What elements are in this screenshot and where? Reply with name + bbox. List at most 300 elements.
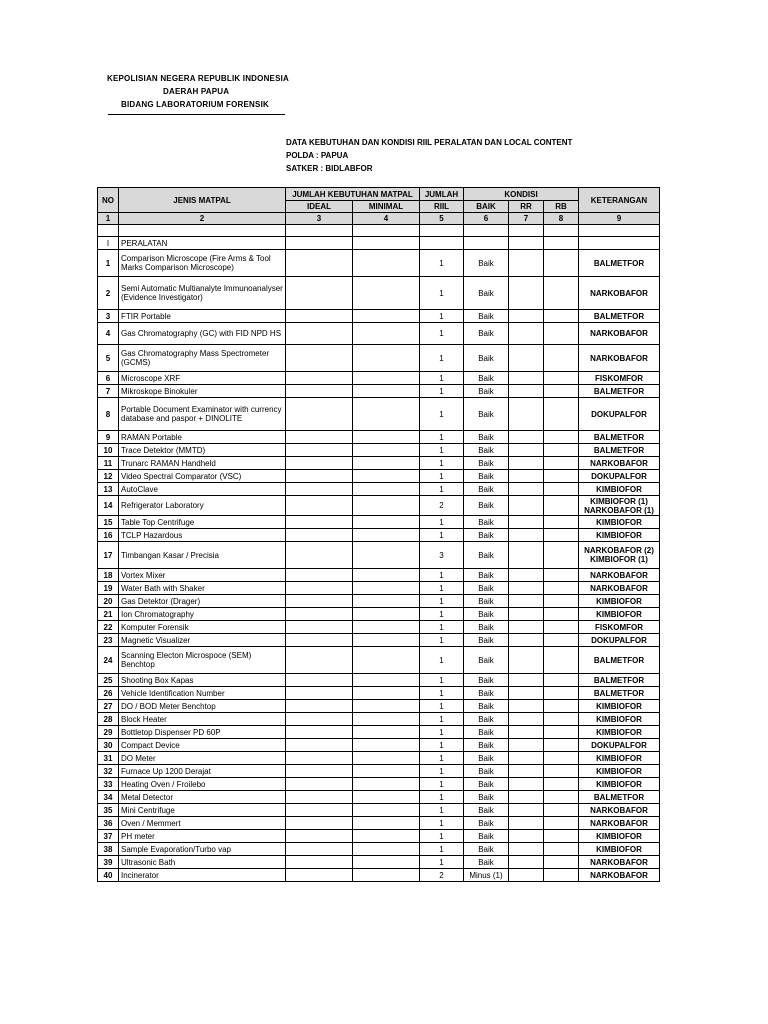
keterangan-cell (579, 250, 660, 277)
item-name: Komputer Forensik (119, 621, 286, 634)
keterangan-text: NARKOBAFOR (590, 870, 648, 880)
rb-cell (544, 621, 579, 634)
qty-cell: 1 (420, 516, 464, 529)
col-jumlah-header: JUMLAH (420, 188, 464, 201)
ideal-cell (286, 582, 353, 595)
item-name: Compact Device (119, 739, 286, 752)
keterangan-text: BALMETFOR (593, 258, 645, 268)
table-row (98, 869, 660, 882)
col-rr-header: RR (509, 201, 544, 213)
ideal-cell (286, 621, 353, 634)
table-row (98, 830, 660, 843)
table-row (98, 791, 660, 804)
keterangan-text: KIMBIOFOR (596, 727, 642, 737)
keterangan-text: FISKOMFOR (595, 622, 643, 632)
item-name: Incinerator (119, 869, 286, 882)
rb-cell (544, 385, 579, 398)
keterangan-text: NARKOBAFOR (2) (584, 546, 654, 555)
keterangan-cell (579, 687, 660, 700)
item-name: Mini Centrifuge (119, 804, 286, 817)
table-row (98, 687, 660, 700)
rr-cell (509, 277, 544, 310)
row-number: 27 (98, 700, 119, 713)
row-number: 9 (98, 431, 119, 444)
keterangan-cell (579, 778, 660, 791)
item-name: Microscope XRF (119, 372, 286, 385)
rb-cell (544, 496, 579, 516)
qty-cell: 1 (420, 310, 464, 323)
keterangan-cell (579, 496, 660, 516)
minimal-cell (353, 804, 420, 817)
table-row (98, 752, 660, 765)
header-agency: KEPOLISIAN NEGERA REPUBLIK INDONESIA (107, 74, 290, 83)
condition-cell: Baik (464, 496, 509, 516)
table-row (98, 496, 660, 516)
keterangan-cell (579, 856, 660, 869)
condition-cell: Baik (464, 582, 509, 595)
rr-cell (509, 647, 544, 674)
minimal-cell (353, 516, 420, 529)
qty-cell: 1 (420, 765, 464, 778)
item-name: Magnetic Visualizer (119, 634, 286, 647)
rb-cell (544, 277, 579, 310)
condition-cell: Baik (464, 608, 509, 621)
table-row (98, 470, 660, 483)
row-number: 34 (98, 791, 119, 804)
row-number: 31 (98, 752, 119, 765)
condition-cell: Baik (464, 542, 509, 569)
qty-cell: 1 (420, 529, 464, 542)
keterangan-text: DOKUPALFOR (591, 740, 647, 750)
rb-cell (544, 778, 579, 791)
item-name: RAMAN Portable (119, 431, 286, 444)
item-name: Mikroskope Binokuler (119, 385, 286, 398)
ideal-cell (286, 542, 353, 569)
keterangan-cell (579, 739, 660, 752)
rr-cell (509, 830, 544, 843)
table-row (98, 457, 660, 470)
keterangan-text: BALMETFOR (593, 675, 645, 685)
condition-cell: Baik (464, 310, 509, 323)
keterangan-text: KIMBIOFOR (596, 517, 642, 527)
keterangan-cell (579, 817, 660, 830)
keterangan-text: BALMETFOR (593, 445, 645, 455)
col-ideal-header: IDEAL (286, 201, 353, 213)
row-number: 39 (98, 856, 119, 869)
header-division: BIDANG LABORATORIUM FORENSIK (121, 100, 269, 109)
rr-cell (509, 674, 544, 687)
item-name: Oven / Memmert (119, 817, 286, 830)
table-row (98, 778, 660, 791)
keterangan-text-2: NARKOBAFOR (1) (584, 505, 654, 515)
keterangan-text: KIMBIOFOR (596, 753, 642, 763)
minimal-cell (353, 752, 420, 765)
section-label: PERALATAN (119, 237, 286, 250)
qty-cell: 1 (420, 830, 464, 843)
qty-cell: 1 (420, 595, 464, 608)
minimal-cell (353, 608, 420, 621)
keterangan-cell (579, 385, 660, 398)
qty-cell: 1 (420, 791, 464, 804)
item-name: FTIR Portable (119, 310, 286, 323)
row-number: 20 (98, 595, 119, 608)
table-row (98, 529, 660, 542)
qty-cell: 1 (420, 739, 464, 752)
rb-cell (544, 700, 579, 713)
row-number: 19 (98, 582, 119, 595)
qty-cell: 1 (420, 817, 464, 830)
condition-cell: Baik (464, 345, 509, 372)
table-row (98, 250, 660, 277)
keterangan-text: KIMBIOFOR (596, 714, 642, 724)
item-name: Ultrasonic Bath (119, 856, 286, 869)
qty-cell: 1 (420, 582, 464, 595)
ideal-cell (286, 569, 353, 582)
ideal-cell (286, 608, 353, 621)
condition-cell: Baik (464, 700, 509, 713)
col-number: 2 (119, 213, 286, 225)
condition-cell: Baik (464, 569, 509, 582)
rr-cell (509, 569, 544, 582)
rb-cell (544, 687, 579, 700)
keterangan-text: NARKOBAFOR (590, 818, 648, 828)
rb-cell (544, 569, 579, 582)
table-row (98, 431, 660, 444)
ideal-cell (286, 595, 353, 608)
keterangan-cell (579, 621, 660, 634)
table-row (98, 856, 660, 869)
rr-cell (509, 869, 544, 882)
row-number: 30 (98, 739, 119, 752)
ideal-cell (286, 457, 353, 470)
keterangan-text: KIMBIOFOR (1) (590, 496, 648, 506)
keterangan-text: BALMETFOR (593, 311, 645, 321)
minimal-cell (353, 856, 420, 869)
rb-cell (544, 457, 579, 470)
minimal-cell (353, 582, 420, 595)
ideal-cell (286, 700, 353, 713)
ideal-cell (286, 869, 353, 882)
ideal-cell (286, 277, 353, 310)
minimal-cell (353, 713, 420, 726)
condition-cell: Baik (464, 674, 509, 687)
qty-cell: 1 (420, 569, 464, 582)
qty-cell: 1 (420, 345, 464, 372)
row-number: 2 (98, 277, 119, 310)
minimal-cell (353, 483, 420, 496)
keterangan-cell (579, 310, 660, 323)
keterangan-cell (579, 516, 660, 529)
ideal-cell (286, 372, 353, 385)
row-number: 24 (98, 647, 119, 674)
qty-cell: 1 (420, 804, 464, 817)
keterangan-text: BALMETFOR (593, 688, 645, 698)
rb-cell (544, 372, 579, 385)
condition-cell: Baik (464, 856, 509, 869)
keterangan-text: NARKOBAFOR (590, 288, 648, 298)
row-number: 29 (98, 726, 119, 739)
ideal-cell (286, 713, 353, 726)
ideal-cell (286, 431, 353, 444)
ideal-cell (286, 687, 353, 700)
keterangan-cell (579, 804, 660, 817)
col-baik-header: BAIK (464, 201, 509, 213)
keterangan-text: KIMBIOFOR (596, 701, 642, 711)
table-row (98, 726, 660, 739)
item-name: Heating Oven / Froilebo (119, 778, 286, 791)
table-row (98, 817, 660, 830)
rr-cell (509, 778, 544, 791)
minimal-cell (353, 457, 420, 470)
condition-cell: Baik (464, 516, 509, 529)
keterangan-cell (579, 791, 660, 804)
keterangan-cell (579, 542, 660, 569)
rb-cell (544, 869, 579, 882)
row-number: 23 (98, 634, 119, 647)
rr-cell (509, 323, 544, 345)
table-row (98, 765, 660, 778)
ideal-cell (286, 310, 353, 323)
ideal-cell (286, 444, 353, 457)
keterangan-cell (579, 444, 660, 457)
table-row (98, 372, 660, 385)
minimal-cell (353, 700, 420, 713)
ideal-cell (286, 647, 353, 674)
ideal-cell (286, 817, 353, 830)
table-row (98, 516, 660, 529)
item-name: Table Top Centrifuge (119, 516, 286, 529)
header-region: DAERAH PAPUA (163, 87, 230, 96)
keterangan-text: BALMETFOR (593, 655, 645, 665)
rr-cell (509, 608, 544, 621)
minimal-cell (353, 250, 420, 277)
row-number: 14 (98, 496, 119, 516)
item-name: Block Heater (119, 713, 286, 726)
minimal-cell (353, 372, 420, 385)
item-name: AutoClave (119, 483, 286, 496)
qty-cell: 2 (420, 869, 464, 882)
rr-cell (509, 843, 544, 856)
qty-cell: 1 (420, 277, 464, 310)
ideal-cell (286, 385, 353, 398)
keterangan-cell (579, 470, 660, 483)
ideal-cell (286, 765, 353, 778)
item-name: Water Bath with Shaker (119, 582, 286, 595)
table-row (98, 804, 660, 817)
condition-cell: Baik (464, 250, 509, 277)
table-row (98, 595, 660, 608)
col-no-header: NO (98, 188, 119, 213)
rb-cell (544, 817, 579, 830)
rr-cell (509, 310, 544, 323)
minimal-cell (353, 687, 420, 700)
condition-cell: Baik (464, 470, 509, 483)
rb-cell (544, 765, 579, 778)
minimal-cell (353, 398, 420, 431)
keterangan-cell (579, 277, 660, 310)
minimal-cell (353, 739, 420, 752)
rr-cell (509, 250, 544, 277)
table-row (98, 647, 660, 674)
item-name: Ion Chromatography (119, 608, 286, 621)
minimal-cell (353, 431, 420, 444)
rr-cell (509, 856, 544, 869)
condition-cell: Baik (464, 778, 509, 791)
row-number: 38 (98, 843, 119, 856)
row-number: 4 (98, 323, 119, 345)
minimal-cell (353, 726, 420, 739)
row-number: 13 (98, 483, 119, 496)
rb-cell (544, 483, 579, 496)
keterangan-text: DOKUPALFOR (591, 635, 647, 645)
qty-cell: 1 (420, 483, 464, 496)
rb-cell (544, 843, 579, 856)
condition-cell: Baik (464, 277, 509, 310)
condition-cell: Baik (464, 431, 509, 444)
rb-cell (544, 323, 579, 345)
keterangan-cell (579, 713, 660, 726)
rr-cell (509, 444, 544, 457)
condition-cell: Baik (464, 830, 509, 843)
minimal-cell (353, 843, 420, 856)
col-number: 5 (420, 213, 464, 225)
condition-cell: Baik (464, 817, 509, 830)
keterangan-cell (579, 674, 660, 687)
item-name: TCLP Hazardous (119, 529, 286, 542)
qty-cell: 1 (420, 250, 464, 277)
ideal-cell (286, 752, 353, 765)
table-row (98, 582, 660, 595)
rb-cell (544, 250, 579, 277)
rb-cell (544, 791, 579, 804)
col-minimal-header: MINIMAL (353, 201, 420, 213)
ideal-cell (286, 323, 353, 345)
keterangan-cell (579, 869, 660, 882)
rr-cell (509, 582, 544, 595)
qty-cell: 1 (420, 323, 464, 345)
table-row (98, 700, 660, 713)
spacer-row (98, 225, 660, 237)
section-row (98, 237, 660, 250)
row-number: 37 (98, 830, 119, 843)
minimal-cell (353, 385, 420, 398)
col-number: 1 (98, 213, 119, 225)
keterangan-cell (579, 529, 660, 542)
qty-cell: 1 (420, 843, 464, 856)
condition-cell: Baik (464, 791, 509, 804)
ideal-cell (286, 483, 353, 496)
item-name: Gas Chromatography (GC) with FID NPD HS (119, 323, 286, 345)
condition-cell: Baik (464, 752, 509, 765)
rb-cell (544, 830, 579, 843)
ideal-cell (286, 843, 353, 856)
row-number: 18 (98, 569, 119, 582)
keterangan-cell (579, 372, 660, 385)
keterangan-cell (579, 431, 660, 444)
keterangan-text: DOKUPALFOR (591, 409, 647, 419)
keterangan-cell (579, 634, 660, 647)
keterangan-text: BALMETFOR (593, 792, 645, 802)
ideal-cell (286, 791, 353, 804)
rb-cell (544, 431, 579, 444)
row-number: 1 (98, 250, 119, 277)
satker-label: SATKER : BIDLABFOR (286, 164, 373, 173)
condition-cell: Baik (464, 372, 509, 385)
rb-cell (544, 634, 579, 647)
row-number: 17 (98, 542, 119, 569)
item-name: Sample Evaporation/Turbo vap (119, 843, 286, 856)
ideal-cell (286, 674, 353, 687)
keterangan-cell (579, 595, 660, 608)
condition-cell: Baik (464, 687, 509, 700)
item-name: Scanning Electon Microspoce (SEM) Benchtop (119, 647, 286, 674)
keterangan-text-2: KIMBIOFOR (1) (590, 555, 648, 564)
rr-cell (509, 634, 544, 647)
minimal-cell (353, 869, 420, 882)
rr-cell (509, 398, 544, 431)
col-riil-header: RIIL (420, 201, 464, 213)
row-number: 22 (98, 621, 119, 634)
col-keterangan-header: KETERANGAN (579, 188, 660, 213)
row-number: 36 (98, 817, 119, 830)
rr-cell (509, 713, 544, 726)
qty-cell: 1 (420, 752, 464, 765)
rr-cell (509, 726, 544, 739)
keterangan-text: NARKOBAFOR (590, 329, 648, 338)
rb-cell (544, 516, 579, 529)
qty-cell: 1 (420, 856, 464, 869)
qty-cell: 1 (420, 621, 464, 634)
rb-cell (544, 470, 579, 483)
condition-cell: Baik (464, 385, 509, 398)
rr-cell (509, 431, 544, 444)
condition-cell: Baik (464, 398, 509, 431)
item-name: Refrigerator Laboratory (119, 496, 286, 516)
rr-cell (509, 752, 544, 765)
minimal-cell (353, 277, 420, 310)
item-name: Timbangan Kasar / Precisia (119, 542, 286, 569)
condition-cell: Baik (464, 726, 509, 739)
condition-cell: Baik (464, 457, 509, 470)
row-number: 12 (98, 470, 119, 483)
keterangan-cell (579, 608, 660, 621)
minimal-cell (353, 778, 420, 791)
row-number: 6 (98, 372, 119, 385)
rb-cell (544, 444, 579, 457)
table-row (98, 674, 660, 687)
minimal-cell (353, 496, 420, 516)
item-name: Trace Detektor (MMTD) (119, 444, 286, 457)
qty-cell: 1 (420, 470, 464, 483)
rb-cell (544, 398, 579, 431)
row-number: 15 (98, 516, 119, 529)
keterangan-text: NARKOBAFOR (590, 857, 648, 867)
keterangan-cell (579, 323, 660, 345)
rr-cell (509, 700, 544, 713)
rr-cell (509, 791, 544, 804)
minimal-cell (353, 323, 420, 345)
condition-cell: Baik (464, 647, 509, 674)
item-name: Vortex Mixer (119, 569, 286, 582)
table-row (98, 621, 660, 634)
qty-cell: 1 (420, 700, 464, 713)
ideal-cell (286, 398, 353, 431)
keterangan-cell (579, 483, 660, 496)
item-name: PH meter (119, 830, 286, 843)
keterangan-text: NARKOBAFOR (590, 570, 648, 580)
keterangan-text: DOKUPALFOR (591, 471, 647, 481)
item-name: Vehicle Identification Number (119, 687, 286, 700)
